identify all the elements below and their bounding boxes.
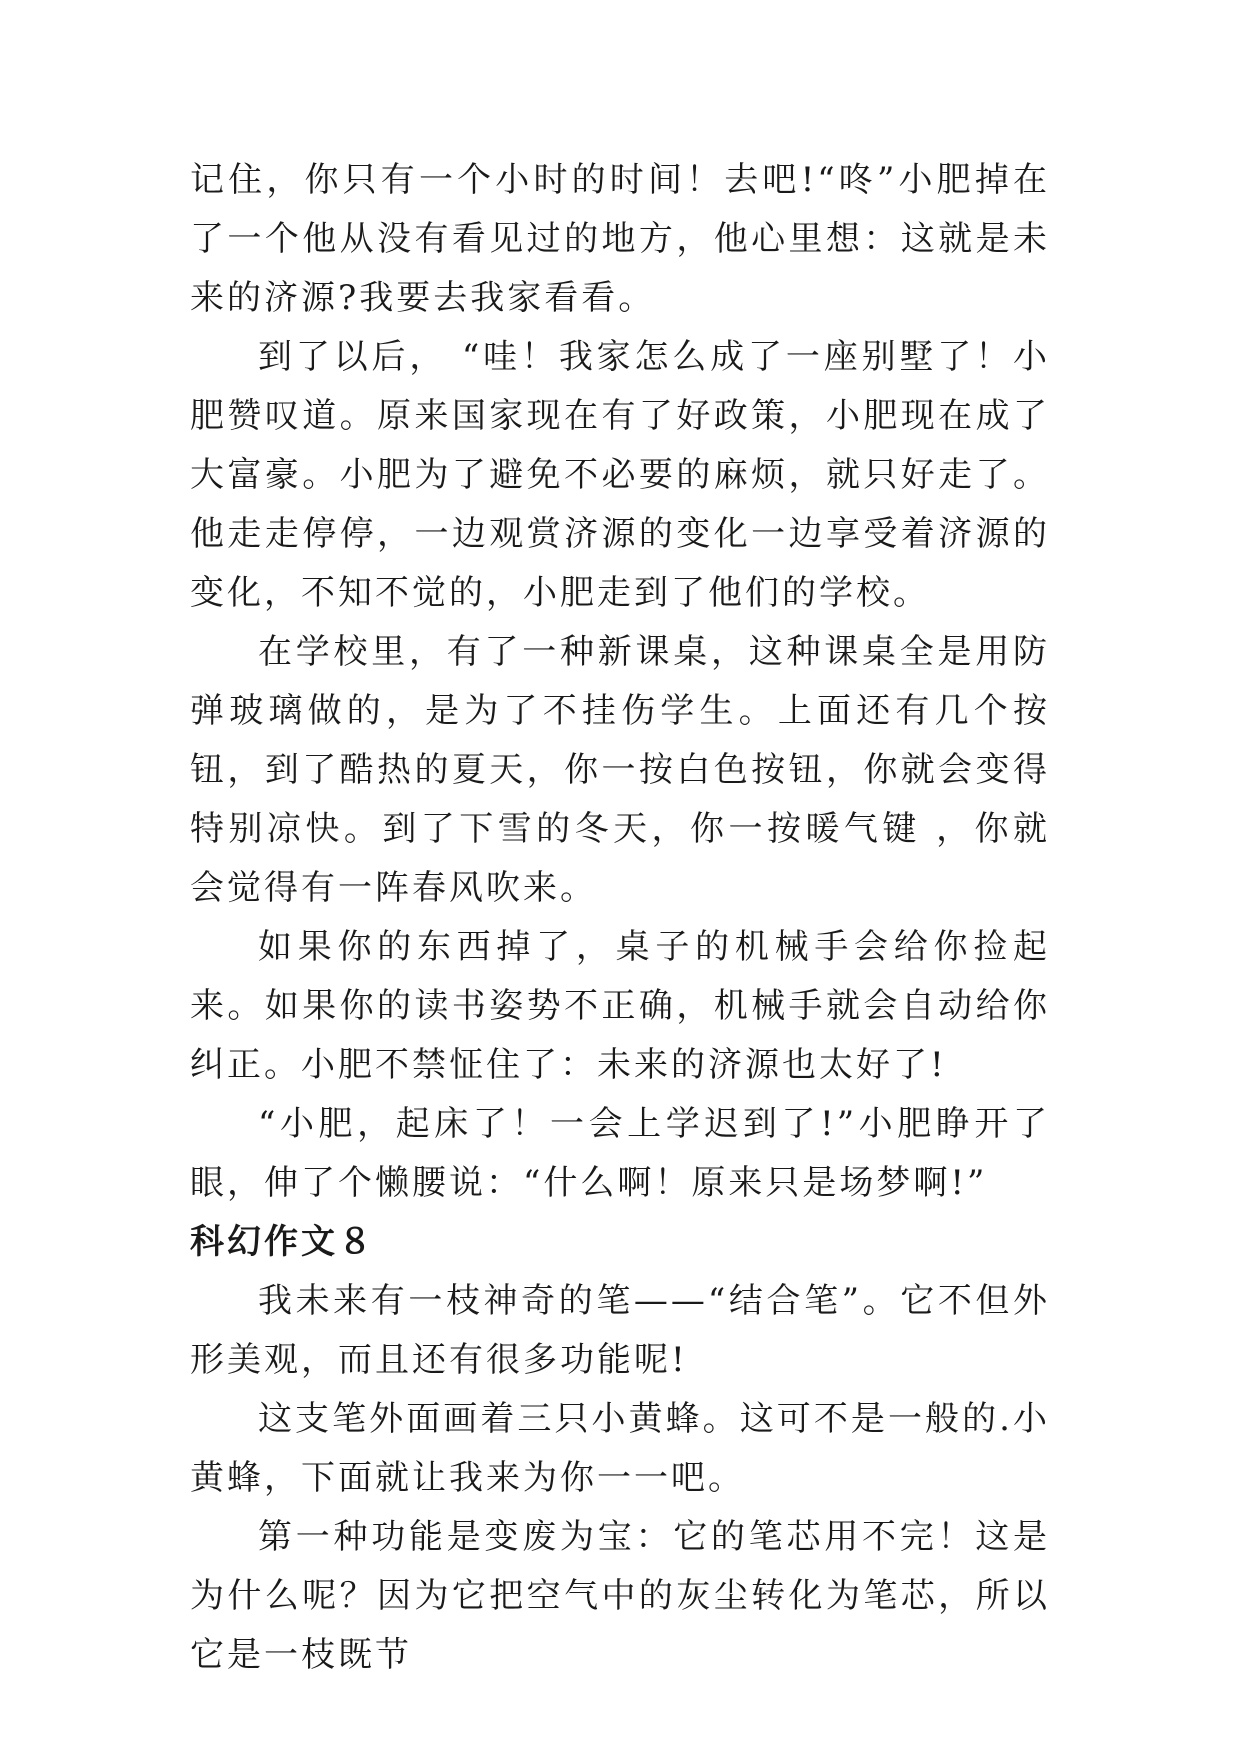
paragraph: 记住，你只有一个小时的时间！去吧!“咚”小肥掉在了一个他从没有看见过的地方，他心里想：这就是未来的济源?我要去我家看看。 bbox=[190, 160, 1050, 318]
section-heading: 科幻作文８ bbox=[190, 1222, 375, 1262]
paragraph: 到了以后， “哇！我家怎么成了一座别墅了！小肥赞叹道。原来国家现在有了好政策，小肥现在成了大富豪。小肥为了避免不必要的麻烦，就只好走了。他走走停停，一边观赏济源的变化一边享受着济源的变化，不知不觉的，小肥走到了他们的学校。 bbox=[190, 337, 1050, 613]
paragraph: 这支笔外面画着三只小黄蜂。这可不是一般的.小黄蜂，下面就让我来为你一一吧。 bbox=[190, 1399, 1050, 1498]
paragraph: “小肥，起床了！一会上学迟到了!”小肥睁开了眼，伸了个懒腰说：“什么啊！原来只是场梦啊!” bbox=[190, 1104, 1050, 1203]
paragraph: 第一种功能是变废为宝：它的笔芯用不完！这是为什么呢？因为它把空气中的灰尘转化为笔芯，所以它是一枝既节 bbox=[190, 1517, 1050, 1675]
paragraph: 在学校里，有了一种新课桌，这种课桌全是用防弹玻璃做的，是为了不挂伤学生。上面还有几个按钮，到了酷热的夏天，你一按白色按钮，你就会变得特别凉快。到了下雪的冬天，你一按暖气键 ，你就会觉得有一阵春风吹来。 bbox=[190, 632, 1050, 908]
body-text bbox=[190, 151, 1050, 1685]
paragraph: 我未来有一枝神奇的笔——“结合笔”。它不但外形美观，而且还有很多功能呢! bbox=[190, 1281, 1050, 1380]
paragraph: 如果你的东西掉了，桌子的机械手会给你捡起来。如果你的读书姿势不正确，机械手就会自动给你纠正。小肥不禁怔住了：未来的济源也太好了! bbox=[190, 927, 1050, 1085]
